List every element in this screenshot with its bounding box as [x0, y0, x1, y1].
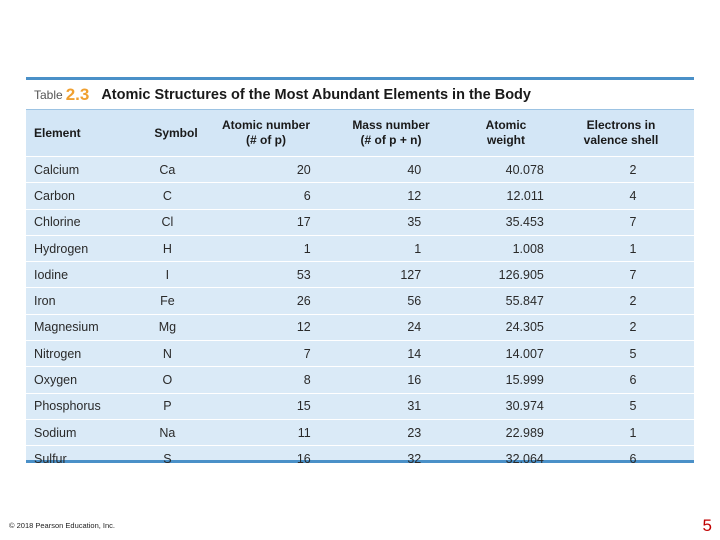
table-cell: 53 [296, 267, 311, 282]
table-row [26, 157, 694, 183]
column-header: Electrons in valence shell [583, 118, 659, 147]
table-cell: Nitrogen [34, 346, 82, 361]
table-row [26, 183, 694, 209]
table-cell: 1 [414, 241, 422, 256]
table-cell: I [165, 267, 170, 282]
table-cell: 7 [629, 267, 637, 282]
table-cell: 7 [303, 346, 311, 361]
table-cell: 56 [407, 294, 422, 309]
table-cell: H [162, 241, 172, 256]
table-cell: 24.305 [505, 320, 544, 335]
table-row [26, 210, 694, 236]
table-cell: Iodine [34, 267, 69, 282]
table-cell: S [163, 451, 172, 466]
column-header: Symbol [154, 125, 198, 140]
table-cell: 1 [303, 241, 311, 256]
table-row [26, 236, 694, 262]
table-cell: C [162, 188, 172, 203]
table-row [26, 394, 694, 420]
table-cell: O [162, 373, 173, 388]
table-cell: 14.007 [505, 346, 544, 361]
table-cell: 23 [407, 425, 422, 440]
table-cell: 35.453 [505, 215, 544, 230]
table-cell: Carbon [34, 188, 75, 203]
table-cell: 1 [629, 241, 637, 256]
table-cell: 20 [296, 162, 311, 177]
table-cell: 8 [303, 373, 311, 388]
table-cell: 17 [296, 215, 311, 230]
table-cell: 14 [407, 346, 422, 361]
page-number: 5 [702, 516, 712, 535]
table-cell: Chlorine [34, 215, 81, 230]
table-cell: 5 [629, 399, 637, 414]
table-cell: 40 [407, 162, 422, 177]
table-cell: 2 [629, 294, 637, 309]
column-header: Mass number (# of p + n) [352, 118, 430, 147]
table-cell: 26 [296, 294, 311, 309]
table-cell: 1 [629, 425, 637, 440]
table-cell: Iron [34, 294, 56, 309]
table-cell: 4 [629, 188, 637, 203]
table-row [26, 341, 694, 367]
table-label: Table [34, 87, 63, 102]
table-row [26, 315, 694, 341]
table-cell: 31 [407, 399, 422, 414]
table-row [26, 288, 694, 314]
element-table [26, 77, 694, 466]
table-cell: 15.999 [505, 373, 544, 388]
table-cell: 55.847 [505, 294, 544, 309]
table-title: Atomic Structures of the Most Abundant Elements in the Body [101, 86, 531, 103]
copyright-footer: © 2018 Pearson Education, Inc. [9, 521, 116, 530]
table-cell: Sodium [34, 425, 77, 440]
table-cell: Mg [158, 320, 177, 335]
table-cell: 126.905 [498, 267, 544, 282]
table-cell: Oxygen [34, 373, 78, 388]
table-cell: Fe [160, 294, 175, 309]
table-number: 2.3 [65, 84, 90, 104]
table-cell: Na [159, 425, 176, 440]
column-header: Element [34, 125, 81, 140]
table-cell: Cl [161, 215, 174, 230]
table-cell: 15 [296, 399, 311, 414]
table-cell: 6 [303, 188, 311, 203]
table-cell: 32 [407, 451, 422, 466]
table-cell: 40.078 [505, 162, 544, 177]
table-cell: 12 [407, 188, 422, 203]
table-cell: Phosphorus [34, 399, 101, 414]
table-cell: Hydrogen [34, 241, 89, 256]
table-cell: 7 [629, 215, 637, 230]
table-cell: 30.974 [505, 399, 544, 414]
table-cell: 24 [407, 320, 422, 335]
table-cell: 6 [629, 373, 637, 388]
table-caption [26, 80, 694, 110]
table-cell: 22.989 [505, 425, 544, 440]
table-cell: 5 [629, 346, 637, 361]
table-cell: 35 [407, 215, 422, 230]
table-cell: 32.064 [505, 451, 544, 466]
table-cell: 11 [297, 425, 311, 440]
table-cell: 1.008 [512, 241, 544, 256]
table-cell: 12.011 [506, 188, 544, 203]
table-cell: 127 [400, 267, 422, 282]
table-row [26, 420, 694, 446]
table-cell: P [163, 399, 172, 414]
table-cell: 2 [629, 320, 637, 335]
table-row [26, 446, 694, 471]
table-cell: 12 [296, 320, 311, 335]
table-cell: 16 [407, 373, 422, 388]
table-cell: 16 [296, 451, 311, 466]
table-cell: Sulfur [34, 451, 67, 466]
table-row [26, 367, 694, 393]
table-cell: Magnesium [34, 320, 99, 335]
column-header: Atomic number (# of p) [221, 118, 310, 147]
table-cell: N [162, 346, 172, 361]
table-body [26, 157, 694, 472]
table-cell: 2 [629, 162, 637, 177]
column-header: Atomic weight [485, 118, 527, 147]
table-row [26, 262, 694, 288]
table-header-row [26, 110, 694, 157]
table-cell: 6 [629, 451, 637, 466]
table-cell: Ca [159, 162, 176, 177]
table-cell: Calcium [34, 162, 80, 177]
